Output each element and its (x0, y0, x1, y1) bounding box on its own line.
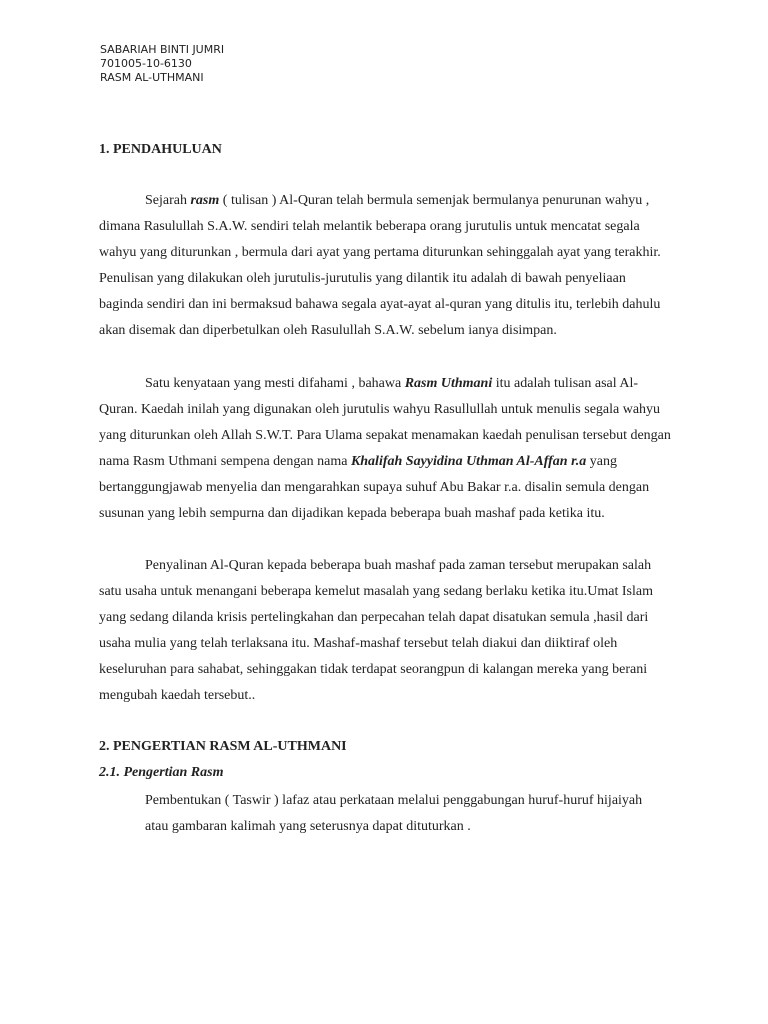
paragraph-1-text-a: Sejarah (145, 193, 191, 208)
section-heading-pendahuluan: 1. PENDAHULUAN (99, 142, 222, 157)
document-topic: RASM AL-UTHMANI (100, 71, 204, 84)
term-rasm: rasm (190, 193, 220, 208)
paragraph-2-text-e: yang bertanggungjawab menyelia dan mengarahkan supaya suhuf Abu Bakar r.a. disalin semula dengan susunan yang lebih sempurna dan dijadikan kepada beberapa buah mashaf pada ketika itu. (99, 454, 650, 521)
paragraph-2-text-c: itu adalah tulisan asal Al-Quran. Kaedah inilah yang digunakan oleh jurutulis wahyu Rasullullah untuk menulis segala wahyu yang diturunkan oleh Allah S.W.T. Para Ulama sepakat menamakan kaedah penulisan tersebut dengan nama Rasm Uthmani sempena dengan nama (99, 376, 671, 469)
section-heading-pengertian: 2. PENGERTIAN RASM AL-UTHMANI (99, 739, 347, 754)
author-id: 701005-10-6130 (100, 57, 192, 70)
subsection-heading-pengertian-rasm: 2.1. Pengertian Rasm (99, 765, 224, 780)
paragraph-2 (99, 371, 671, 527)
paragraph-2-text-a: Satu kenyataan yang mesti difahami , bahawa (145, 376, 405, 391)
document-header (100, 43, 224, 85)
paragraph-4: Pembentukan ( Taswir ) lafaz atau perkataan melalui penggabungan huruf-huruf hijaiyah atau gambaran kalimah yang seterusnya dapat dituturkan . (145, 793, 643, 834)
term-khalifah-uthman: Khalifah Sayyidina Uthman Al-Affan r.a (350, 454, 587, 469)
paragraph-1-text-c: ( tulisan ) Al-Quran telah bermula semenjak bermulanya penurunan wahyu , dimana Rasulullah S.A.W. sendiri telah melantik beberapa orang jurutulis untuk mencatat segala wahyu yang diturunkan , bermula dari ayat yang pertama diturunkan sehinggalah ayat yang terakhir. Penulisan yang dilakukan oleh jurutulis-jurutulis yang dilantik itu adalah di bawah penyeliaan baginda sendiri dan ini bermaksud bahawa segala ayat-ayat al-quran yang ditulis itu, terlebih dahulu akan disemak dan diperbetulkan oleh Rasulullah S.A.W. sebelum ianya disimpan. (99, 193, 661, 338)
paragraph-1 (99, 188, 671, 344)
term-rasm-uthmani: Rasm Uthmani (404, 376, 493, 391)
paragraph-3: Penyalinan Al-Quran kepada beberapa buah mashaf pada zaman tersebut merupakan salah satu usaha untuk menangani beberapa kemelut masalah yang sedang berlaku ketika itu.Umat Islam yang sedang dilanda krisis pertelingkahan dan perpecahan telah dapat disatukan semula ,hasil dari usaha mulia yang telah terlaksana itu. Mashaf-mashaf tersebut telah diakui dan diiktiraf oleh keseluruhan para sahabat, sehinggakan tidak terdapat seorangpun di kalangan mereka yang berani mengubah kaedah tersebut.. (99, 558, 653, 703)
author-name: SABARIAH BINTI JUMRI (100, 43, 225, 56)
